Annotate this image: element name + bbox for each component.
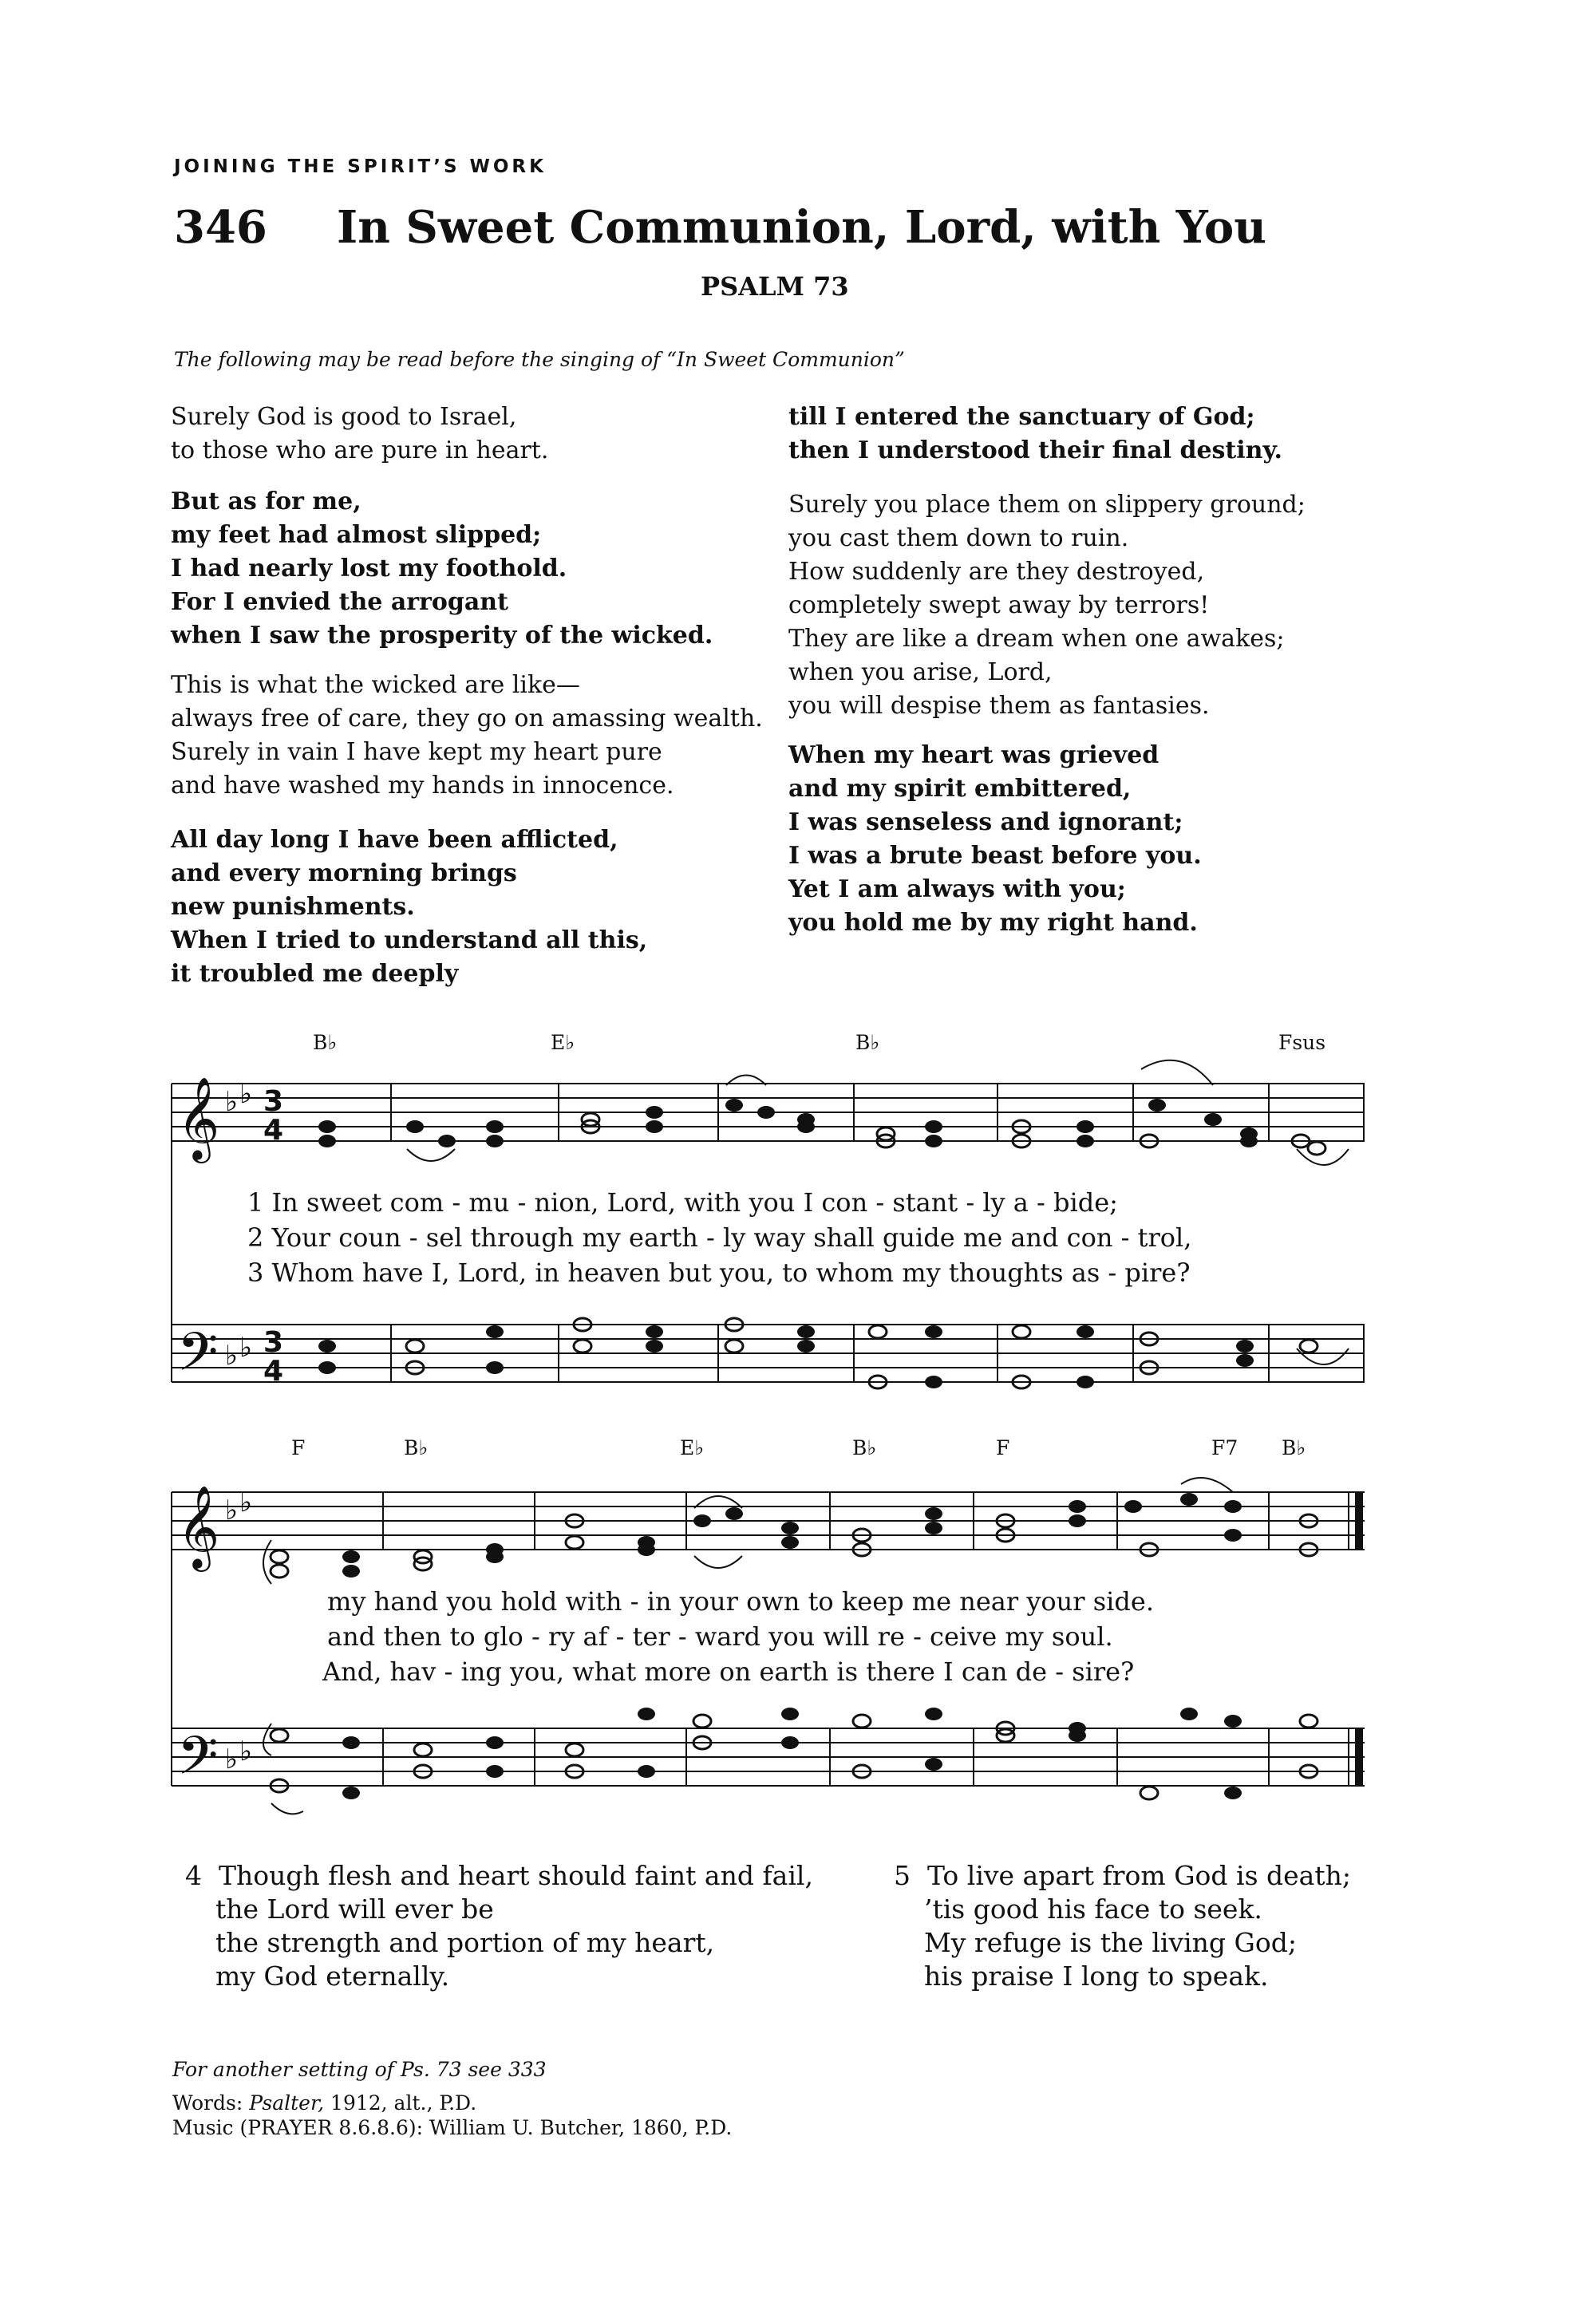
psalm-subtitle: PSALM 73: [701, 271, 849, 302]
svg-text:𝄢: 𝄢: [177, 1725, 219, 1799]
lyrics-verse-2-line-1: 2 Your coun - sel through my earth - ly way shall guide me and con - trol,: [247, 1222, 1192, 1253]
reading-left-3: This is what the wicked are like— always free of care, they go on amassing wealth. Surely in vain I have kept my heart pure and have washed my hands in innocence.: [171, 671, 763, 800]
stanza-4: [185, 1859, 813, 1993]
chord-symbol: B♭: [855, 1031, 880, 1054]
hymn-number: 346: [174, 201, 267, 254]
stanza-line: My refuge is the living God;: [924, 1927, 1297, 1958]
stanza-line: the strength and portion of my heart,: [215, 1927, 715, 1958]
reading-right-3: When my heart was grieved and my spirit embittered, I was senseless and ignorant; I was a brute beast before you. Yet I am always with you; you hold me by my right hand.: [788, 741, 1202, 937]
svg-text:♭: ♭: [239, 1736, 253, 1767]
svg-text:𝄞: 𝄞: [177, 1485, 220, 1569]
svg-text:𝄞: 𝄞: [177, 1076, 220, 1160]
chord-symbol: F: [996, 1436, 1010, 1459]
chord-symbol: B♭: [313, 1031, 338, 1054]
svg-text:3: 3: [263, 1326, 284, 1359]
stanza-number: 5: [894, 1860, 911, 1891]
svg-text:𝄢: 𝄢: [177, 1321, 219, 1396]
chord-symbol: B♭: [852, 1436, 877, 1459]
reading-left-4: All day long I have been afflicted, and every morning brings new punishments. When I tried to understand all this, it troubled me deeply: [171, 826, 648, 988]
stanza-line: the Lord will ever be: [215, 1893, 494, 1925]
stanza-line: my God eternally.: [215, 1961, 450, 1992]
stanza-number: 4: [185, 1860, 202, 1891]
stanza-5: [894, 1859, 1351, 1993]
lyrics-verse-1-line-2: my hand you hold with - in your own to keep me near your side.: [327, 1586, 1154, 1617]
stanza-line: ’tis good his face to seek.: [924, 1893, 1262, 1925]
reading-left-2: But as for me, my feet had almost slipped; I had nearly lost my foothold. For I envied the arrogant when I saw the prosperity of the wicked.: [171, 488, 713, 650]
chord-symbol: B♭: [1282, 1436, 1306, 1459]
svg-text:♭: ♭: [239, 1487, 253, 1518]
svg-text:♭: ♭: [225, 1340, 239, 1372]
lyrics-verse-1-line-1: 1 In sweet com - mu - nion, Lord, with you I con - stant - ly a - bide;: [247, 1187, 1118, 1218]
chord-symbol: B♭: [404, 1436, 429, 1459]
reading-intro: The following may be read before the singing of “In Sweet Communion”: [174, 348, 905, 371]
words-source: Psalter,: [249, 2091, 325, 2115]
stanza-line: Though flesh and heart should faint and fail,: [218, 1860, 813, 1891]
reading-right-1: till I entered the sanctuary of God; then I understood their final destiny.: [788, 403, 1282, 464]
svg-text:♭: ♭: [225, 1495, 239, 1526]
hymn-title: In Sweet Communion, Lord, with You: [337, 201, 1266, 254]
reading-right-2: Surely you place them on slippery ground; you cast them down to ruin. How suddenly are they destroyed, completely swept away by terrors! They are like a dream when one awakes; when you arise, Lord, you will despise them as fantasies.: [788, 491, 1306, 720]
chord-symbol: E♭: [680, 1436, 705, 1459]
svg-text:4: 4: [263, 1355, 284, 1388]
reading-left-1: Surely God is good to Israel, to those who are pure in heart.: [171, 403, 549, 464]
lyrics-verse-3-line-1: 3 Whom have I, Lord, in heaven but you, to whom my thoughts as - pire?: [247, 1258, 1191, 1288]
words-label: Words:: [172, 2091, 250, 2115]
stanza-line: To live apart from God is death;: [926, 1860, 1351, 1891]
svg-text:♭: ♭: [239, 1332, 253, 1364]
stanza-line: his praise I long to speak.: [924, 1961, 1269, 1992]
chord-symbol: F7: [1211, 1436, 1238, 1459]
svg-text:♭: ♭: [239, 1078, 253, 1110]
svg-text:3: 3: [263, 1085, 284, 1118]
chord-symbol: E♭: [551, 1031, 575, 1054]
svg-text:4: 4: [263, 1114, 284, 1147]
chord-symbol: Fsus: [1278, 1031, 1326, 1054]
music-credit: Music (PRAYER 8.6.8.6): William U. Butcher, 1860, P.D.: [172, 2116, 733, 2139]
lyrics-verse-3-line-2: And, hav - ing you, what more on earth is there I can de - sire?: [322, 1657, 1135, 1687]
svg-text:♭: ♭: [225, 1086, 239, 1118]
section-heading: JOINING THE SPIRIT’S WORK: [174, 156, 547, 177]
cross-reference: For another setting of Ps. 73 see 333: [172, 2058, 547, 2081]
words-rest: 1912, alt., P.D.: [324, 2091, 477, 2115]
chord-symbol: F: [291, 1436, 306, 1459]
svg-text:♭: ♭: [225, 1743, 239, 1775]
lyrics-verse-2-line-2: and then to glo - ry af - ter - ward you will re - ceive my soul.: [327, 1621, 1113, 1652]
words-credit: [172, 2091, 476, 2115]
